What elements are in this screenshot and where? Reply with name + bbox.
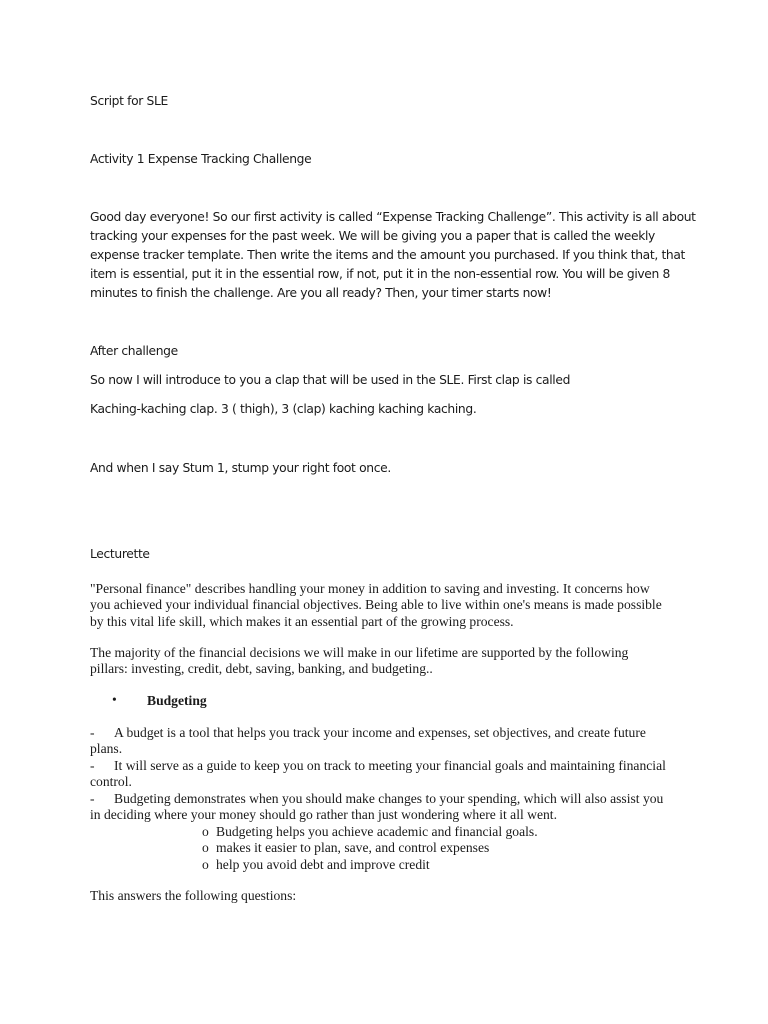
budgeting-heading: Budgeting [147,693,207,708]
list-item-continuation: control. [90,774,132,790]
sub-list-item-text: makes it easier to plan, save, and control expenses [216,840,490,856]
dash-marker: - [90,790,95,806]
list-item-text: A budget is a tool that helps you track your income and expenses, set objectives, and create future [114,725,646,740]
intro-line: expense tracker template. Then write the items and the amount you purchased. If you think that, that [90,248,686,262]
sub-list-item [202,824,642,840]
clap-intro: So now I will introduce to you a clap that will be used in the SLE. First clap is called [90,373,571,387]
intro-paragraph [90,208,696,303]
paragraph-line: by this vital life skill, which makes it an essential part of the growing process. [90,613,514,629]
sub-list-item [202,857,642,873]
sub-bullet-icon: o [202,856,209,872]
sub-bullet-icon: o [202,840,209,856]
dash-marker: - [90,725,95,740]
intro-line: item is essential, put it in the essential row, if not, put it in the non-essential row. You will be given 8 [90,267,670,281]
after-challenge-heading: After challenge [90,344,178,358]
list-item-text: Budgeting demonstrates when you should make changes to your spending, which will also assist you [114,790,664,806]
paragraph-line: "Personal finance" describes handling your money in addition to saving and investing. It concerns how [90,581,650,596]
list-item-continuation: plans. [90,741,123,757]
sub-bullet-icon: o [202,824,209,839]
list-item [90,758,680,791]
answers-line: This answers the following questions: [90,888,297,903]
budget-points-list [90,725,680,823]
list-item-continuation: in deciding where your money should go rather than just wondering where it all went. [90,807,557,823]
stum-instruction: And when I say Stum 1, stump your right foot once. [90,461,391,475]
budgeting-bullet [112,693,412,711]
list-item [90,725,680,758]
activity-title: Activity 1 Expense Tracking Challenge [90,152,312,166]
sub-list-item [202,840,642,856]
script-title: Script for SLE [90,94,168,108]
pillars-paragraph [90,645,680,678]
bullet-icon: • [112,692,117,707]
intro-line: minutes to finish the challenge. Are you all ready? Then, your timer starts now! [90,286,552,300]
dash-marker: - [90,757,95,773]
clap-description: Kaching-kaching clap. 3 ( thigh), 3 (clap) kaching kaching kaching. [90,402,477,416]
intro-line: tracking your expenses for the past week. We will be giving you a paper that is called the weekly [90,229,655,243]
sub-list-item-text: Budgeting helps you achieve academic and financial goals. [216,824,538,839]
intro-line: Good day everyone! So our first activity is called “Expense Tracking Challenge”. This activity is all about [90,210,696,224]
paragraph-line: The majority of the financial decisions we will make in our lifetime are supported by the following [90,645,629,660]
list-item-text: It will serve as a guide to keep you on track to meeting your financial goals and maintaining financial [114,757,666,773]
personal-finance-paragraph [90,581,680,630]
paragraph-line: pillars: investing, credit, debt, saving, banking, and budgeting.. [90,661,433,677]
budgeting-sub-list [202,824,642,873]
lecturette-heading: Lecturette [90,547,150,561]
list-item [90,791,680,824]
sub-list-item-text: help you avoid debt and improve credit [216,856,430,872]
paragraph-line: you achieved your individual financial objectives. Being able to live within one's means is made possible [90,597,662,613]
